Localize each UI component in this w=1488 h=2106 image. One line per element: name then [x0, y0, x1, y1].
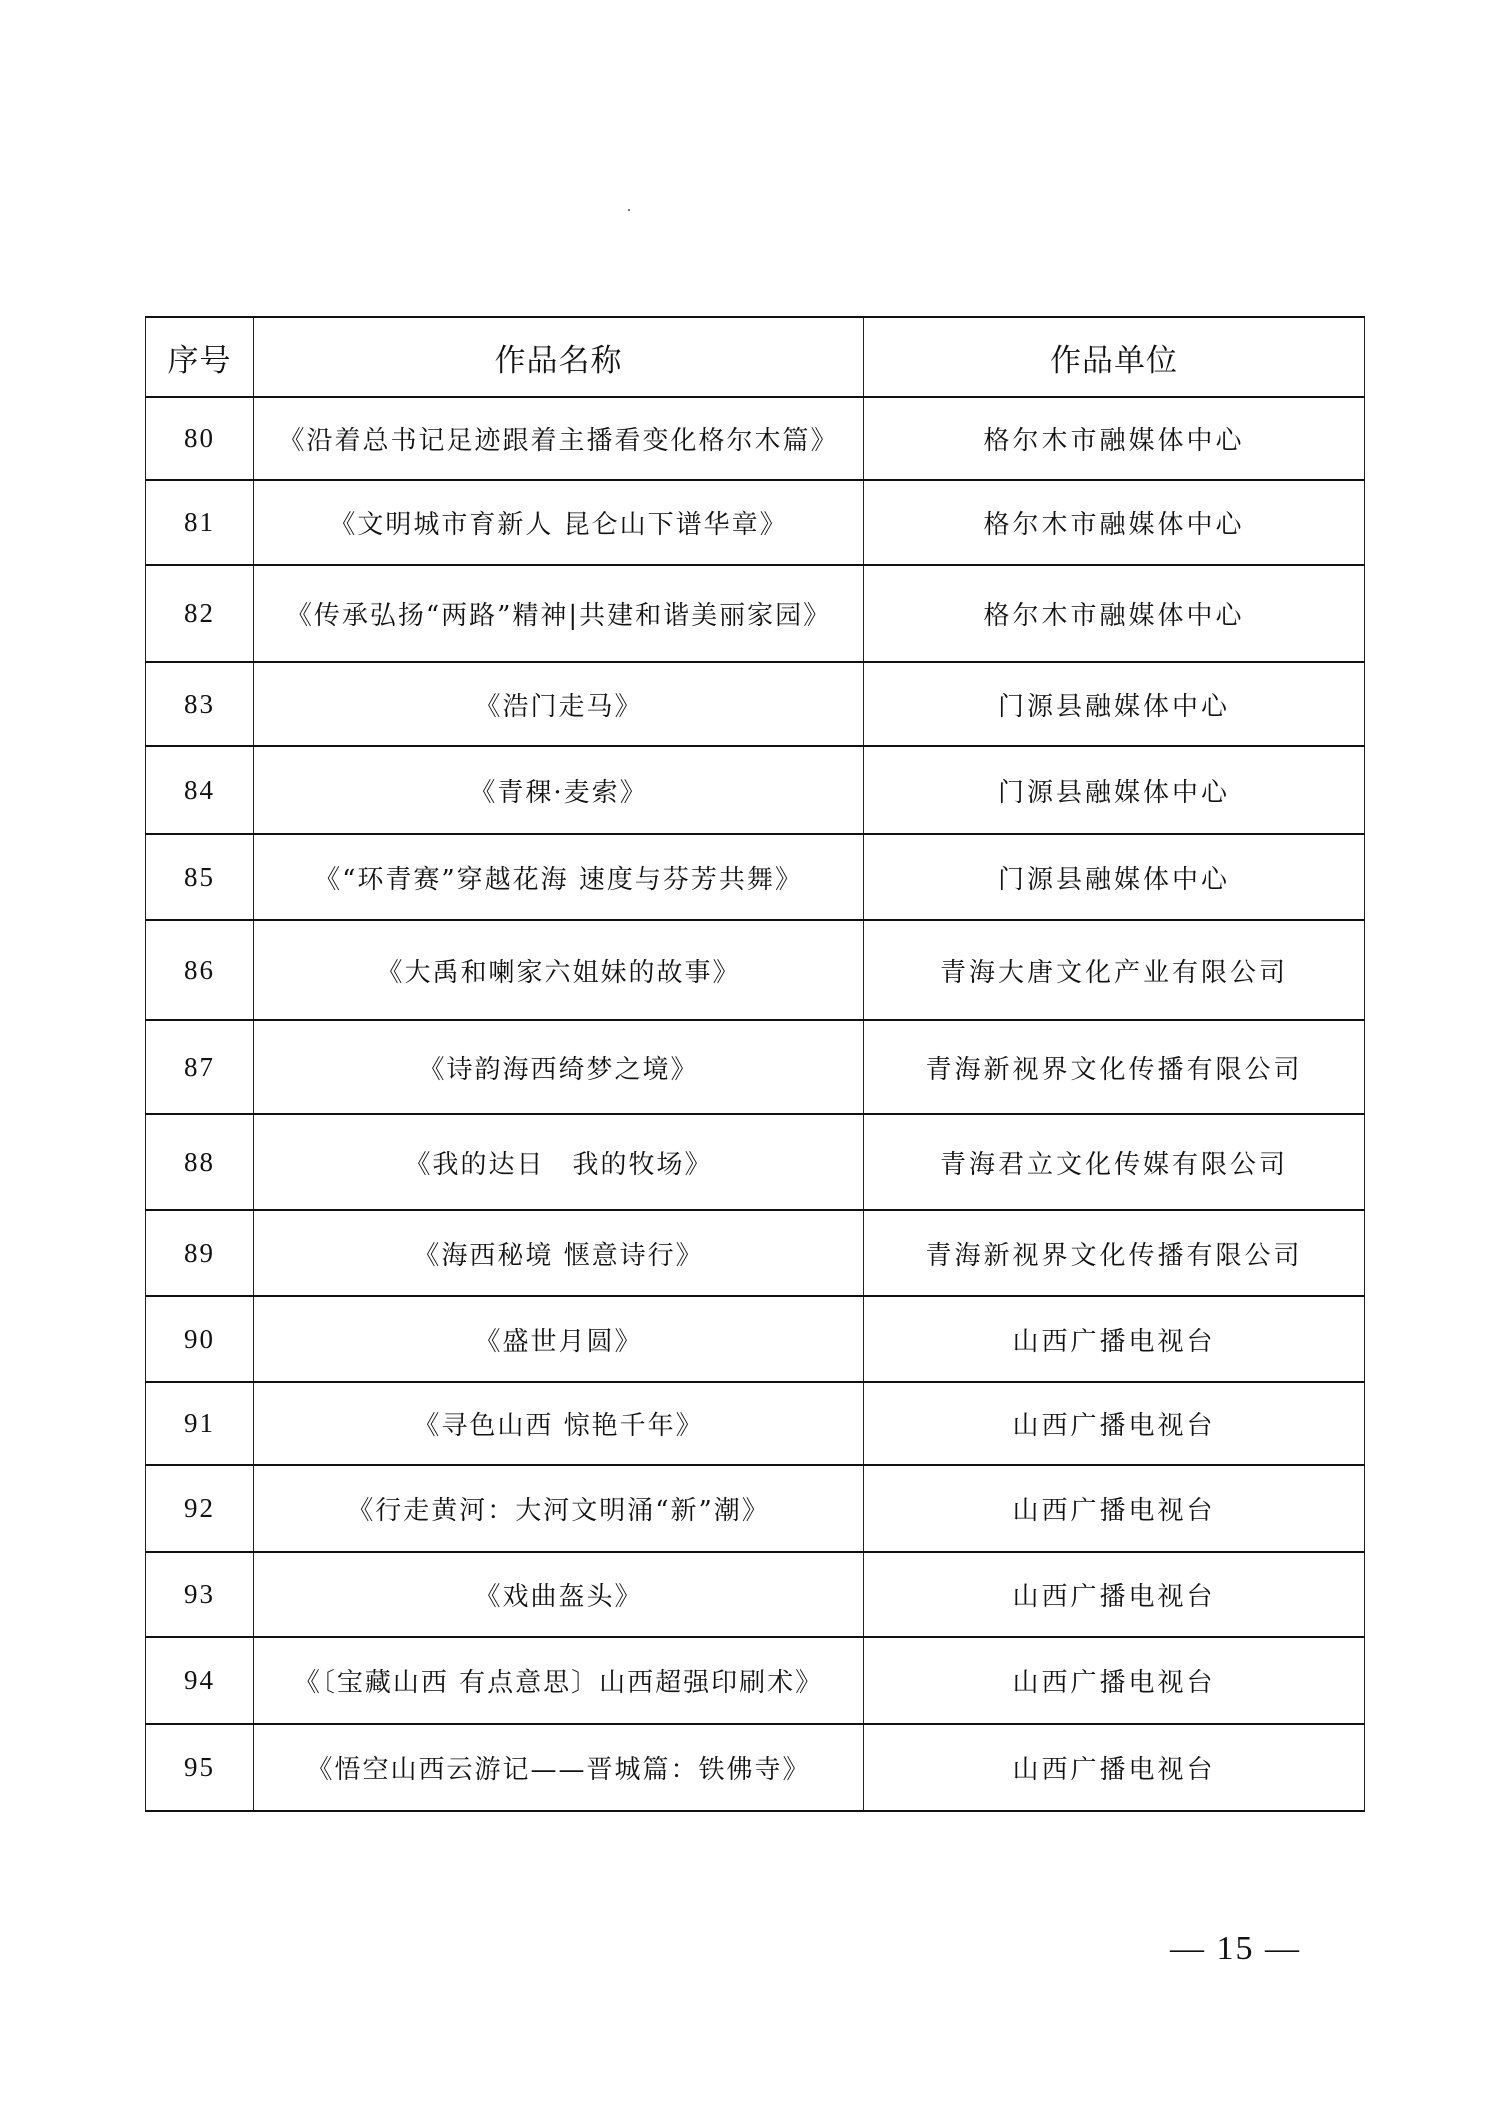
- row-work-unit: 青海新视界文化传播有限公司: [864, 1210, 1365, 1296]
- table-row: [146, 1296, 1365, 1382]
- row-work-title: 《文明城市育新人 昆仑山下谱华章》: [254, 480, 864, 565]
- row-work-title: 《传承弘扬“两路”精神|共建和谐美丽家园》: [254, 565, 864, 662]
- row-work-title: 《沿着总书记足迹跟着主播看变化格尔木篇》: [254, 397, 864, 480]
- table-row: [146, 746, 1365, 834]
- row-work-unit: 青海君立文化传媒有限公司: [864, 1114, 1365, 1210]
- table-row: [146, 1724, 1365, 1811]
- row-serial-number: 85: [146, 834, 254, 920]
- scan-speck: [628, 209, 630, 211]
- table-header-row: [146, 317, 1365, 397]
- table-row: [146, 1114, 1365, 1210]
- row-work-unit: 山西广播电视台: [864, 1552, 1365, 1637]
- row-work-unit: 山西广播电视台: [864, 1724, 1365, 1811]
- row-work-title: 《寻色山西 惊艳千年》: [254, 1382, 864, 1465]
- row-work-title: 《戏曲盔头》: [254, 1552, 864, 1637]
- row-work-title: 《行走黄河：大河文明涌“新”潮》: [254, 1465, 864, 1552]
- table-row: [146, 1552, 1365, 1637]
- row-work-unit: 青海大唐文化产业有限公司: [864, 920, 1365, 1020]
- table-row: [146, 1020, 1365, 1114]
- row-work-unit: 山西广播电视台: [864, 1465, 1365, 1552]
- row-serial-number: 90: [146, 1296, 254, 1382]
- table-row: [146, 1637, 1365, 1724]
- table-row: [146, 1210, 1365, 1296]
- row-serial-number: 81: [146, 480, 254, 565]
- row-work-unit: 门源县融媒体中心: [864, 834, 1365, 920]
- row-serial-number: 91: [146, 1382, 254, 1465]
- row-work-title: 《诗韵海西绮梦之境》: [254, 1020, 864, 1114]
- row-serial-number: 83: [146, 662, 254, 746]
- row-serial-number: 86: [146, 920, 254, 1020]
- works-table: [145, 316, 1365, 1812]
- row-work-unit: 格尔木市融媒体中心: [864, 565, 1365, 662]
- table-row: [146, 565, 1365, 662]
- row-work-unit: 山西广播电视台: [864, 1637, 1365, 1724]
- table-row: [146, 662, 1365, 746]
- row-work-unit: 门源县融媒体中心: [864, 662, 1365, 746]
- row-serial-number: 82: [146, 565, 254, 662]
- row-work-unit: 门源县融媒体中心: [864, 746, 1365, 834]
- row-serial-number: 84: [146, 746, 254, 834]
- header-work-unit: 作品单位: [864, 317, 1365, 397]
- table-row: [146, 1382, 1365, 1465]
- row-work-unit: 青海新视界文化传播有限公司: [864, 1020, 1365, 1114]
- page-number: — 15 —: [1170, 1930, 1301, 1967]
- row-serial-number: 89: [146, 1210, 254, 1296]
- table-row: [146, 480, 1365, 565]
- row-work-title: 《我的达日 我的牧场》: [254, 1114, 864, 1210]
- header-serial-number: 序号: [146, 317, 254, 397]
- table-row: [146, 397, 1365, 480]
- row-serial-number: 94: [146, 1637, 254, 1724]
- row-work-title: 《悟空山西云游记——晋城篇：铁佛寺》: [254, 1724, 864, 1811]
- row-serial-number: 88: [146, 1114, 254, 1210]
- row-serial-number: 93: [146, 1552, 254, 1637]
- row-serial-number: 95: [146, 1724, 254, 1811]
- header-work-title: 作品名称: [254, 317, 864, 397]
- row-work-unit: 山西广播电视台: [864, 1296, 1365, 1382]
- row-work-title: 《“环青赛”穿越花海 速度与芬芳共舞》: [254, 834, 864, 920]
- row-work-unit: 格尔木市融媒体中心: [864, 480, 1365, 565]
- row-work-title: 《青稞·麦索》: [254, 746, 864, 834]
- table-row: [146, 1465, 1365, 1552]
- row-work-title: 《海西秘境 惬意诗行》: [254, 1210, 864, 1296]
- row-serial-number: 92: [146, 1465, 254, 1552]
- row-work-title: 《大禹和喇家六姐妹的故事》: [254, 920, 864, 1020]
- table-row: [146, 920, 1365, 1020]
- row-serial-number: 87: [146, 1020, 254, 1114]
- row-work-unit: 格尔木市融媒体中心: [864, 397, 1365, 480]
- row-work-unit: 山西广播电视台: [864, 1382, 1365, 1465]
- row-work-title: 《〔宝藏山西 有点意思〕山西超强印刷术》: [254, 1637, 864, 1724]
- row-work-title: 《盛世月圆》: [254, 1296, 864, 1382]
- row-serial-number: 80: [146, 397, 254, 480]
- table-row: [146, 834, 1365, 920]
- row-work-title: 《浩门走马》: [254, 662, 864, 746]
- table-body: [146, 397, 1365, 1811]
